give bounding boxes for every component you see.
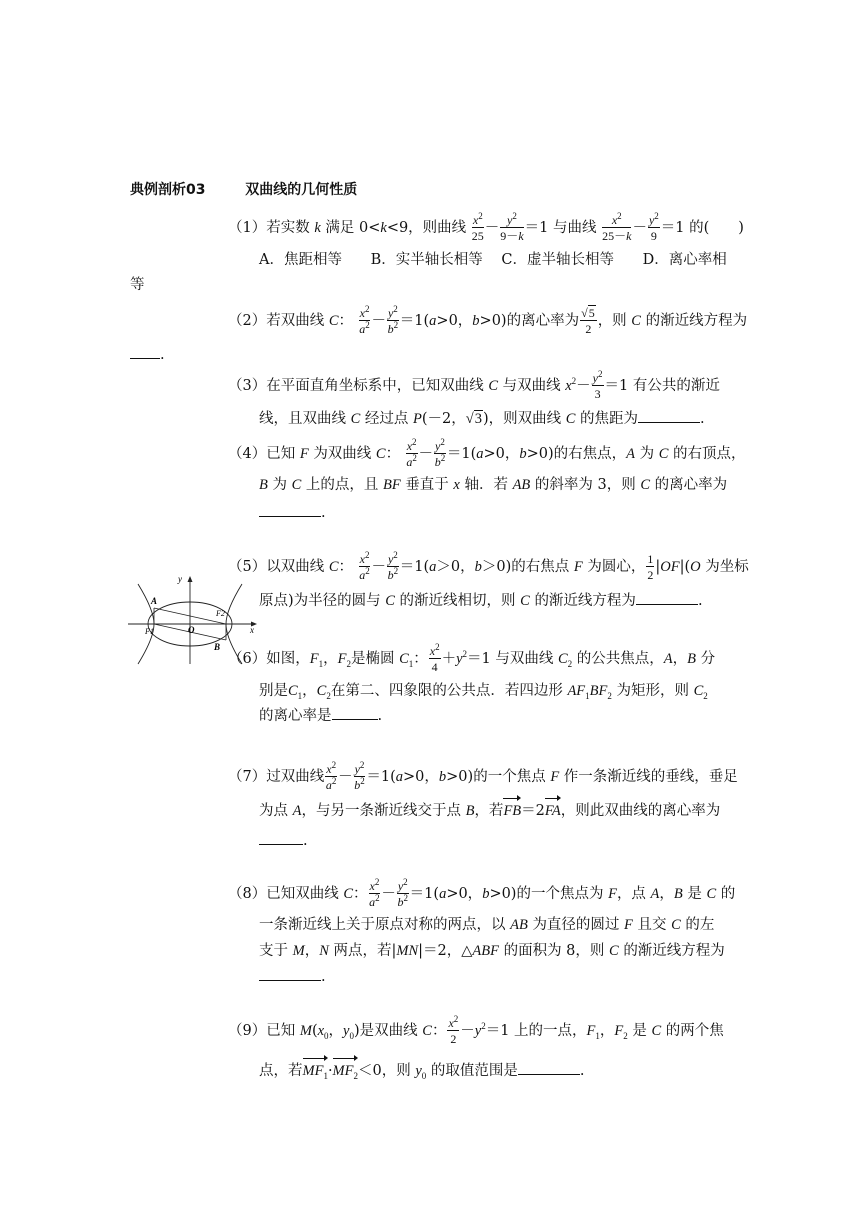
- answer-blank[interactable]: [638, 408, 700, 423]
- option-d[interactable]: D．离心率相: [642, 252, 727, 268]
- answer-blank[interactable]: [518, 1060, 580, 1075]
- problem-3-line-2: 线，且双曲线 C 经过点 P(－2，√3)，则双曲线 C 的焦距为 .: [259, 408, 705, 430]
- heading-title: 双曲线的几何性质: [245, 182, 358, 198]
- label-f2: F2: [216, 609, 225, 618]
- option-c[interactable]: C．虚半轴长相等: [501, 252, 614, 268]
- problem-6-line-2: 别是$C_1$，$C_2$在第二、四象限的公共点．若四边形 $AF_1BF_2$ 为矩形，则 $C_2$: [259, 683, 708, 701]
- problem-2-answer: .: [130, 344, 165, 366]
- problem-1-line-1: （1）若实数 k 满足 0<k<9，则曲线 $\frac{x^2}{25}$ － $\frac{y^2}{9-k}$ ＝1 与曲线 $\frac{x^2}{25-k}$ － $\frac{y^2}{9}$ ＝1 的( ): [228, 211, 744, 243]
- problem-8-answer: .: [259, 966, 326, 988]
- problem-8-line-3: 支于 M，N 两点，若|MN|＝2，△ABF 的面积为 8，则 C 的渐近线方程为: [259, 943, 725, 959]
- problem-4-answer: .: [259, 502, 326, 524]
- y-axis-arrow: [188, 576, 193, 582]
- answer-blank[interactable]: [259, 966, 321, 981]
- label-b: B: [214, 642, 221, 652]
- option-b[interactable]: B．实半轴长相等: [370, 252, 483, 268]
- label-a: A: [151, 596, 158, 606]
- problem-9-line-2: 点，若$MF_1\cdot MF_2<0$，则 $y_0$ 的取值范围是 .: [259, 1060, 584, 1082]
- option-a[interactable]: A．焦距相等: [259, 252, 342, 268]
- label-y: y: [178, 574, 182, 584]
- problem-7-answer: .: [259, 830, 308, 852]
- problem-4-line-2: B 为 C 上的点，且 BF 垂直于 x 轴．若 AB 的斜率为 3，则 C 的离心率为: [259, 477, 728, 493]
- problem-7-line-1: （7）过双曲线 $\frac{x^2}{a^2}$ － $\frac{y^2}{b^2}$ ＝1(a>0，b>0)的一个焦点 F 作一条渐近线的垂线，垂足: [228, 760, 738, 792]
- label-o: O: [188, 625, 195, 635]
- problem-5-line-2: 原点)为半径的圆与 C 的渐近线相切，则 C 的渐近线方程为 .: [259, 590, 703, 612]
- problem-8-line-1: （8）已知双曲线 C： $\frac{x^2}{a^2}$ － $\frac{y^2}{b^2}$ ＝1(a>0，b>0)的一个焦点为 F，点 A，B 是 C 的: [228, 877, 736, 909]
- problem-7-line-2: 为点 A，与另一条渐近线交于点 B，若FB＝2FA，则此双曲线的离心率为: [259, 800, 720, 822]
- problem-4-line-1: （4）已知 F 为双曲线 C： $\frac{x^2}{a^2}$ － $\frac{y^2}{b^2}$ ＝1(a>0，b>0)的右焦点，A 为 C 的右顶点，: [228, 437, 746, 469]
- label-x: x: [250, 625, 254, 635]
- answer-blank[interactable]: [259, 502, 321, 517]
- problem-6-line-1: （6）如图，$F_1$，$F_2$是椭圆 $C_1$： $\frac{x^2}{4}$ $+y^2=1$ 与双曲线 $C_2$ 的公共焦点，A，B 分: [228, 642, 716, 674]
- answer-blank[interactable]: [259, 830, 303, 845]
- section-heading: [130, 179, 357, 201]
- label-f1: F1: [145, 627, 154, 636]
- problem-6-line-3: 的离心率是 .: [259, 705, 382, 727]
- problem-1-options: [259, 249, 727, 271]
- problem-1-wrap: 等: [130, 277, 145, 293]
- problem-3-line-1: （3）在平面直角坐标系中，已知双曲线 C 与双曲线 $x^2-$ $\frac{y^2}{3}$ ＝1 有公共的渐近: [228, 369, 720, 401]
- answer-blank[interactable]: [636, 590, 698, 605]
- problem-9-line-1: （9）已知 $M(x_0$，$y_0$)是双曲线 C： $\frac{x^2}{2}$ $-y^2=1$ 上的一点，$F_1$，$F_2$ 是 C 的两个焦: [228, 1014, 724, 1046]
- problem-5-line-1: （5）以双曲线 C： $\frac{x^2}{a^2}$ － $\frac{y^2}{b^2}$ ＝1(a＞0，b＞0)的右焦点 F 为圆心， $\frac{1}{2}$ |OF|(O 为坐标: [228, 550, 749, 582]
- problem-8-line-2: 一条渐近线上关于原点对称的两点，以 AB 为直径的圆过 F 且交 C 的左: [259, 917, 715, 933]
- heading-label: 典例剖析03: [130, 182, 206, 198]
- answer-blank[interactable]: [332, 705, 378, 720]
- problem-2-line-1: （2）若双曲线 C： $\frac{x^2}{a^2}$ － $\frac{y^2}{b^2}$ ＝1(a>0，b>0)的离心率为 $\frac{√5}{2}$ ，则 C 的渐近线方程为: [228, 304, 748, 336]
- answer-blank[interactable]: [130, 344, 160, 359]
